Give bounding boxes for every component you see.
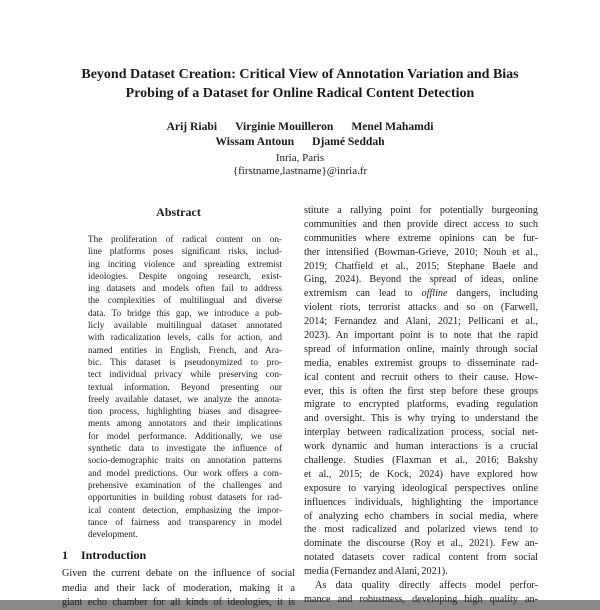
text-line: tance of fairness and transparency in model [88, 516, 282, 527]
section-heading-introduction [62, 548, 295, 562]
text-line: and model predictions. Our work offers a com- [88, 467, 282, 478]
text-line: for model performance. Additionally, we use [88, 430, 282, 441]
text-line: ideologies. Despite ongoing research, exist- [88, 270, 282, 281]
text-line: work dynamic and human interactions is a crucial [304, 441, 538, 453]
text-line: named entities in English, French, and Ara- [88, 344, 282, 355]
text-line: bic. This dataset is pseudonymized to pro- [88, 356, 282, 367]
text-line: Given the current debate on the influence of social [62, 568, 295, 580]
author-name: Virginie Mouilleron [235, 120, 334, 133]
abstract-heading: Abstract [156, 205, 201, 219]
page-title [30, 66, 570, 103]
author-name: Menel Mahamdi [351, 120, 434, 133]
affiliation: Inria, Paris [275, 152, 325, 165]
text-line: 2014; Fernandez and Alani, 2021; Pellicani et al., [304, 316, 538, 328]
text-line: ments among annotators and their implications [88, 418, 282, 429]
text-line: opportunities in building robust datasets for rad- [88, 492, 282, 503]
text-line: freely available dataset, we analyze the annota- [88, 393, 282, 404]
text-line: Beyond Dataset Creation: Critical View of Annotation Variation and Bias [81, 67, 519, 82]
text-line: spread of information online, mainly through social [304, 343, 538, 355]
author-name: Wissam Antoun [215, 134, 295, 148]
text-line: exposure to varying ideological perspectives online [304, 482, 538, 494]
text-line: ical content detection, emphasizing the impor- [88, 504, 282, 515]
text-line: media (Fernandez and Alani, 2021). [304, 566, 448, 578]
email-address: {firstname,lastname}@inria.fr [232, 165, 368, 178]
text-line: communities where extreme opinions can be fur- [304, 232, 538, 244]
text-line: challenge. Studies (Flaxman et al., 2016; Bakshy [304, 455, 538, 467]
text-line: dominate the discourse (Roy et al., 2021). Few an- [304, 538, 538, 550]
author-block [0, 120, 600, 178]
text-line: et al., 2015; de Kock, 2024) have explored how [304, 468, 538, 480]
text-line: mance and robustness, developing high quality an- [304, 593, 538, 605]
text-line: the most radicalized and polarized views tend to [304, 524, 538, 536]
text-line: textual information. Beyond presenting our [88, 381, 282, 392]
author-name: Djamé Seddah [312, 134, 385, 148]
text-line: migrate to encrypted platforms, evading regulation [304, 399, 538, 411]
text-line: 2023). An important point is to note that the rapid [304, 330, 538, 342]
text-line: ing datasets and models often fail to address [88, 283, 282, 294]
text-line: influences individuals, highlighting the importance [304, 496, 538, 508]
text-line: synthetic data to investigate the influence of [88, 443, 282, 454]
text-line: stitute a rallying point for potentially burgeoning [304, 205, 538, 216]
text-line: media, enables extremist groups to disseminate rad- [304, 357, 538, 369]
text-line: The proliferation of radical content on on- [88, 234, 282, 244]
text-line: and oversight. This is why trying to understand the [304, 413, 538, 425]
author-row [0, 120, 600, 135]
text-line: the complexities of multilingual and diverse [88, 295, 282, 306]
text-line: with radicalization levels, calls for action, and [88, 332, 282, 343]
text-line: ever, this is often the first step before these groups [304, 385, 538, 397]
right-column [304, 204, 538, 607]
text-line: giant echo chamber for all kinds of ideologies, it is [62, 597, 295, 609]
text-line: interplay between radicalization process, social net- [304, 427, 538, 439]
text-line: media and their lack of moderation, making it a [62, 582, 295, 594]
body-paragraph [304, 204, 538, 579]
section-title: Introduction [81, 548, 147, 563]
text-line: As data quality directly affects model perfor- [315, 580, 538, 592]
text-line: Ging, 2024). Beyond the spread of ideas, online [304, 274, 538, 286]
text-line: of analyzing echo chambers in social media, where [304, 510, 538, 522]
text-line: ing inciting violence and spreading extremist [88, 258, 282, 269]
section-number: 1 [62, 548, 68, 563]
text-line: 2019; Chatfield et al., 2015; Stephane Baele and [304, 260, 538, 272]
text-line: communities and then provide direct access to such [304, 218, 538, 230]
text-line: line platforms poses significant risks, includ- [88, 246, 282, 257]
text-line: violent riots, terrorist attacks and so on (Farwell, [304, 302, 538, 314]
text-line: tion process, highlighting biases and disagree- [88, 406, 282, 417]
text-line: data. To bridge this gap, we introduce a pub- [88, 307, 282, 318]
text-line: prehensive examination of the challenges and [88, 479, 282, 490]
text-line: extremism can lead to offline dangers, including [304, 288, 538, 300]
abstract-text [62, 233, 295, 540]
introduction-text [62, 567, 295, 610]
body-paragraph [304, 579, 538, 607]
text-line: Probing of a Dataset for Online Radical Content Detection [125, 85, 475, 101]
text-line: ther intensified (Bowman-Grieve, 2010; Nouh et al., [304, 246, 538, 258]
text-line: ical content and recruit others to their cause. How- [304, 371, 538, 383]
text-line: tect individual privacy while preserving con- [88, 369, 282, 380]
author-row [0, 135, 600, 150]
text-line: development. [88, 529, 138, 540]
text-line: licly available multilingual dataset annotated [88, 320, 282, 331]
text-line: socio-demographic traits on annotation patterns [88, 455, 282, 466]
left-column [62, 205, 295, 610]
author-name: Arij Riabi [166, 120, 218, 133]
text-line: notated datasets cover radical content from social [304, 552, 538, 564]
